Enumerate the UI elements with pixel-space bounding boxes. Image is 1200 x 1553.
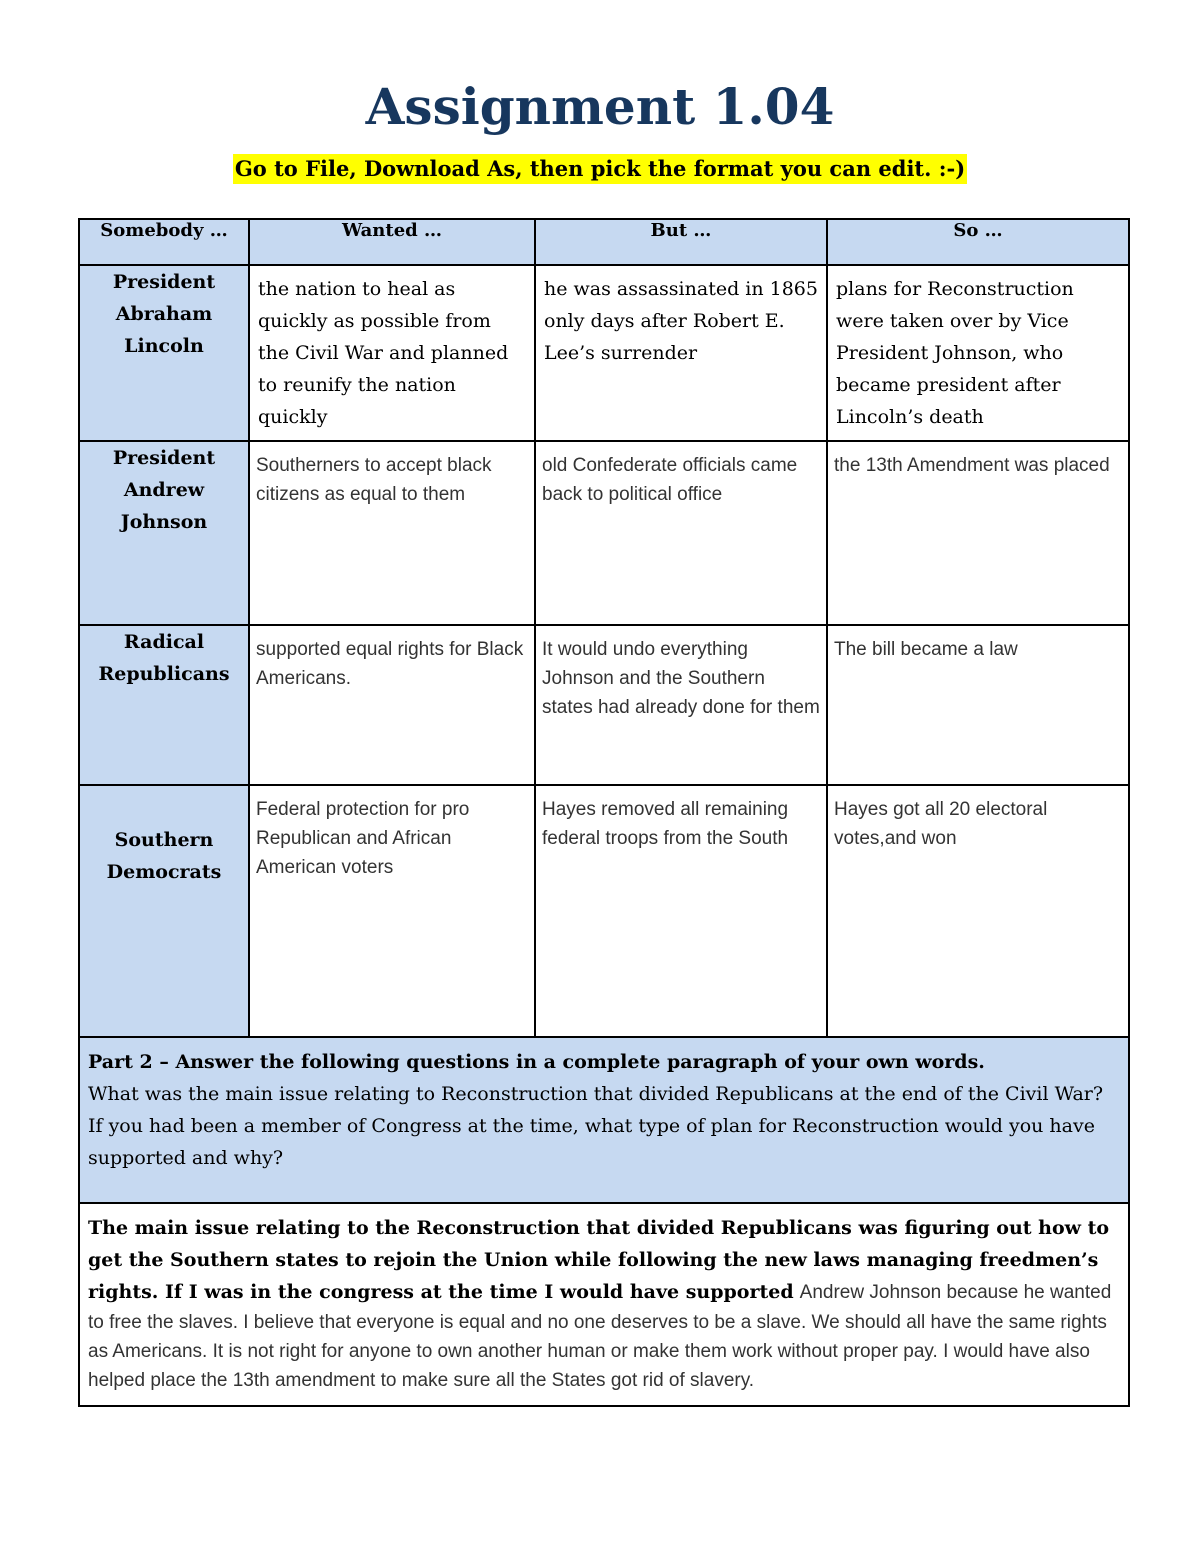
somebody-line: Abraham	[115, 303, 213, 325]
part2-heading: Part 2 – Answer the following questions in a complete paragraph of your own words.	[88, 1051, 985, 1073]
somebody-line: Democrats	[106, 861, 222, 883]
somebody-line: President	[112, 271, 216, 293]
but-cell[interactable]: It would undo everything Johnson and the Southern states had already done for them	[535, 625, 827, 785]
header-somebody: Somebody …	[79, 219, 249, 265]
assignment-table	[78, 218, 1130, 1407]
wanted-cell[interactable]: the nation to heal as quickly as possible from the Civil War and planned to reunify the nation quickly	[249, 265, 535, 441]
table-row	[79, 265, 1129, 441]
somebody-line: Johnson	[120, 511, 208, 533]
header-so: So …	[827, 219, 1129, 265]
wanted-cell[interactable]: Southerners to accept black citizens as equal to them	[249, 441, 535, 625]
so-cell[interactable]: The bill became a law	[827, 625, 1129, 785]
page-title: Assignment 1.04	[365, 77, 835, 136]
instruction-wrapper	[0, 154, 1200, 184]
answer-row	[79, 1203, 1129, 1406]
somebody-cell	[79, 625, 249, 785]
somebody-line: Radical	[123, 631, 205, 653]
somebody-line: Southern	[114, 829, 214, 851]
answer-text-plain: Andrew Johnson because he wanted to free the slaves. I believe that everyone is equal and no one deserves to be a slave. We should all have the same rights as Americans. It is not right for anyone to own another human or make them work without proper pay. I would have also helped place the 13th amendment to make sure all the States got rid of slavery.	[88, 1282, 1112, 1391]
header-row	[79, 219, 1129, 265]
table-row	[79, 441, 1129, 625]
instruction-highlight: Go to File, Download As, then pick the format you can edit. :-)	[233, 154, 967, 184]
somebody-line: Lincoln	[124, 335, 204, 357]
so-cell[interactable]: plans for Reconstruction were taken over by Vice President Johnson, who became president after Lincoln’s death	[827, 265, 1129, 441]
so-cell[interactable]: the 13th Amendment was placed	[827, 441, 1129, 625]
somebody-cell	[79, 265, 249, 441]
but-cell[interactable]: Hayes removed all remaining federal troops from the South	[535, 785, 827, 1037]
somebody-line: President	[112, 447, 216, 469]
somebody-line: Republicans	[98, 663, 230, 685]
table-row	[79, 785, 1129, 1037]
so-cell[interactable]: Hayes got all 20 electoral votes,and won	[827, 785, 1129, 1037]
wanted-cell[interactable]: Federal protection for pro Republican and African American voters	[249, 785, 535, 1037]
header-but: But …	[535, 219, 827, 265]
answer-cell[interactable]	[79, 1203, 1129, 1406]
part2-cell	[79, 1037, 1129, 1203]
somebody-cell	[79, 441, 249, 625]
wanted-cell[interactable]: supported equal rights for Black Americans.	[249, 625, 535, 785]
somebody-line: Andrew	[123, 479, 205, 501]
part2-row	[79, 1037, 1129, 1203]
but-cell[interactable]: he was assassinated in 1865 only days after Robert E. Lee’s surrender	[535, 265, 827, 441]
table-row	[79, 625, 1129, 785]
part2-question: What was the main issue relating to Reconstruction that divided Republicans at the end of the Civil War? If you had been a member of Congress at the time, what type of plan for Reconstruction would you have supported and why?	[88, 1083, 1104, 1169]
header-wanted: Wanted …	[249, 219, 535, 265]
but-cell[interactable]: old Confederate officials came back to political office	[535, 441, 827, 625]
answer-text-bold: The main issue relating to the Reconstruction that divided Republicans was figuring out how to get the Southern states to rejoin the Union while following the new laws managing freedmen’s rights. If I was in the congress at the time I would have supported	[88, 1217, 1110, 1303]
somebody-cell	[79, 785, 249, 1037]
